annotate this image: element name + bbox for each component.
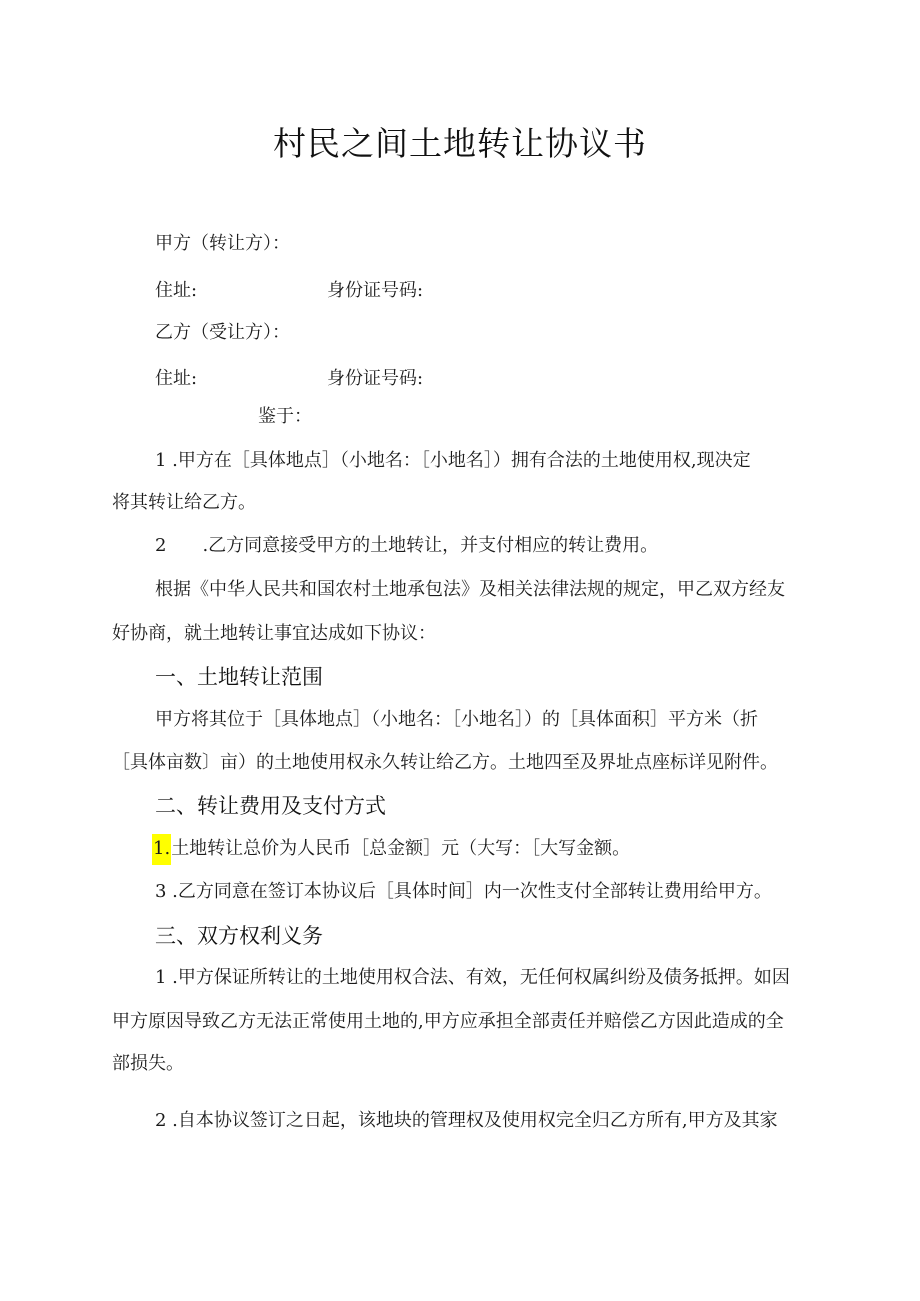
party-b-address-label: 住址: <box>155 368 198 389</box>
highlighted-item-number: 1. <box>152 834 171 865</box>
recital-2: 2 .乙方同意接受甲方的土地转让，并支付相应的转让费用。 <box>155 535 659 556</box>
whereas-label: 鉴于： <box>258 406 312 427</box>
section-1-heading: 一、土地转让范围 <box>155 665 323 689</box>
party-b-label: 乙方（受让方）： <box>155 322 290 343</box>
recital-1-line-2: 将其转让给乙方。 <box>112 492 256 513</box>
section-3-item-1-line-3: 部损失。 <box>112 1053 184 1074</box>
section-1-line-2: ［具体亩数〕亩）的土地使用权永久转让给乙方。土地四至及界址点座标详见附件。 <box>112 752 778 773</box>
section-2-item-1-text: 土地转让总价为人民币［总金额］元（大写：［大写金额。 <box>171 838 631 859</box>
basis-line-1: 根据《中华人民共和国农村土地承包法》及相关法律法规的规定，甲乙双方经友 <box>155 579 785 600</box>
section-3-item-1-line-1: 1 .甲方保证所转让的土地使用权合法、有效，无任何权属纠纷及债务抵押。如因 <box>155 967 790 988</box>
basis-line-2: 好协商，就土地转让事宜达成如下协议： <box>112 623 436 644</box>
party-b-id-label: 身份证号码: <box>327 368 424 389</box>
party-a-id-label: 身份证号码: <box>327 280 424 301</box>
section-2-heading: 二、转让费用及支付方式 <box>155 794 386 818</box>
section-3-item-2-line-1: 2 .自本协议签订之日起，该地块的管理权及使用权完全归乙方所有,甲方及其家 <box>155 1110 778 1131</box>
section-2-item-3: 3 .乙方同意在签订本协议后［具体时间］内一次性支付全部转让费用给甲方。 <box>155 881 772 902</box>
section-3-heading: 三、双方权利义务 <box>155 924 323 948</box>
party-a-address-label: 住址: <box>155 280 198 301</box>
document-title: 村民之间土地转让协议书 <box>273 124 647 163</box>
recital-1-line-1: 1 .甲方在［具体地点］（小地名：［小地名］）拥有合法的土地使用权,现决定 <box>155 450 751 471</box>
section-2-item-1 <box>152 837 630 861</box>
section-3-item-1-line-2: 甲方原因导致乙方无法正常使用土地的,甲方应承担全部责任并赔偿乙方因此造成的全 <box>112 1011 784 1032</box>
party-a-label: 甲方（转让方）： <box>155 233 290 254</box>
section-1-line-1: 甲方将其位于［具体地点］（小地名：［小地名］）的［具体面积］平方米（折 <box>155 709 758 730</box>
